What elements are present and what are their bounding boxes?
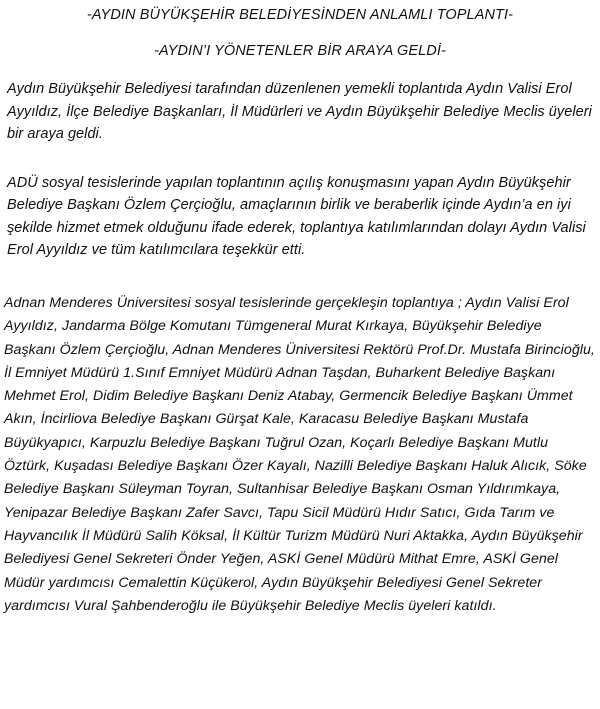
paragraph-attendees: Adnan Menderes Üniversitesi sosyal tesislerinde gerçekleşin toplantıya ; Aydın Valisi Erol Ayyıldız, Jandarma Bölge Komutanı Tümgeneral Murat Kırkaya, Büyükşehir Belediye Başkanı Özlem Çerçioğlu, Adnan Menderes Üniversitesi Rektörü Prof.Dr. Mustafa Birincioğlu, İl Emniyet Müdürü 1.Sınıf Emniyet Müdürü Adnan Taşdan, Buharkent Belediye Başkanı Mehmet Erol, Didim Belediye Başkanı Deniz Atabay, Germencik Belediye Başkanı Ümmet Akın, İncirliova Belediye Başkanı Gürşat Kale, Karacasu Belediye Başkanı Mustafa Büyükyapıcı, Karpuzlu Belediye Başkanı Tuğrul Ozan, Koçarlı Belediye Başkanı Mutlu Öztürk, Kuşadası Belediye Başkanı Özer Kayalı, Nazilli Belediye Başkanı Haluk Alıcık, Söke Belediye Başkanı Süleyman Toyran, Sultanhisar Belediye Başkanı Osman Yıldırımkaya, Yenipazar Belediye Başkanı Zafer Savcı, Tapu Sicil Müdürü Hıdır Satıcı, Gıda Tarım ve Hayvancılık İl Müdürü Salih Köksal, İl Kültür Turizm Müdürü Nuri Aktakka, Aydın Büyükşehir Belediyesi Genel Sekreteri Önder Yeğen, ASKİ Genel Müdürü Mithat Emre, ASKİ Genel Müdür yardımcısı Cemalettin Küçükerol, Aydın Büyükşehir Belediyesi Genel Sekreter yardımcısı Vural Şahbenderoğlu ile Büyükşehir Belediye Meclis üyeleri katıldı. [4,295,595,614]
document-title: -AYDIN BÜYÜKŞEHİR BELEDİYESİNDEN ANLAMLI TOPLANTI- [86,7,514,23]
paragraph-intro: Aydın Büyükşehir Belediyesi tarafından düzenlenen yemekli toplantıda Aydın Valisi Erol Ayyıldız, İlçe Belediye Başkanları, İl Müdürleri ve Aydın Büyükşehir Belediye Meclis üyeleri bir araya geldi. [7,81,592,142]
document-subtitle: -AYDIN’I YÖNETENLER BİR ARAYA GELDİ- [154,43,446,59]
paragraph-opening-speech: ADÜ sosyal tesislerinde yapılan toplantının açılış konuşmasını yapan Aydın Büyükşehir Belediye Başkanı Özlem Çerçioğlu, amaçlarının birlik ve beraberlik içinde Aydın’a en iyi şekilde hizmet etmek olduğunu ifade ederek, toplantıya katılımlarından dolayı Aydın Valisi Erol Ayyıldız ve tüm katılımcılara teşekkür etti. [7,175,586,258]
